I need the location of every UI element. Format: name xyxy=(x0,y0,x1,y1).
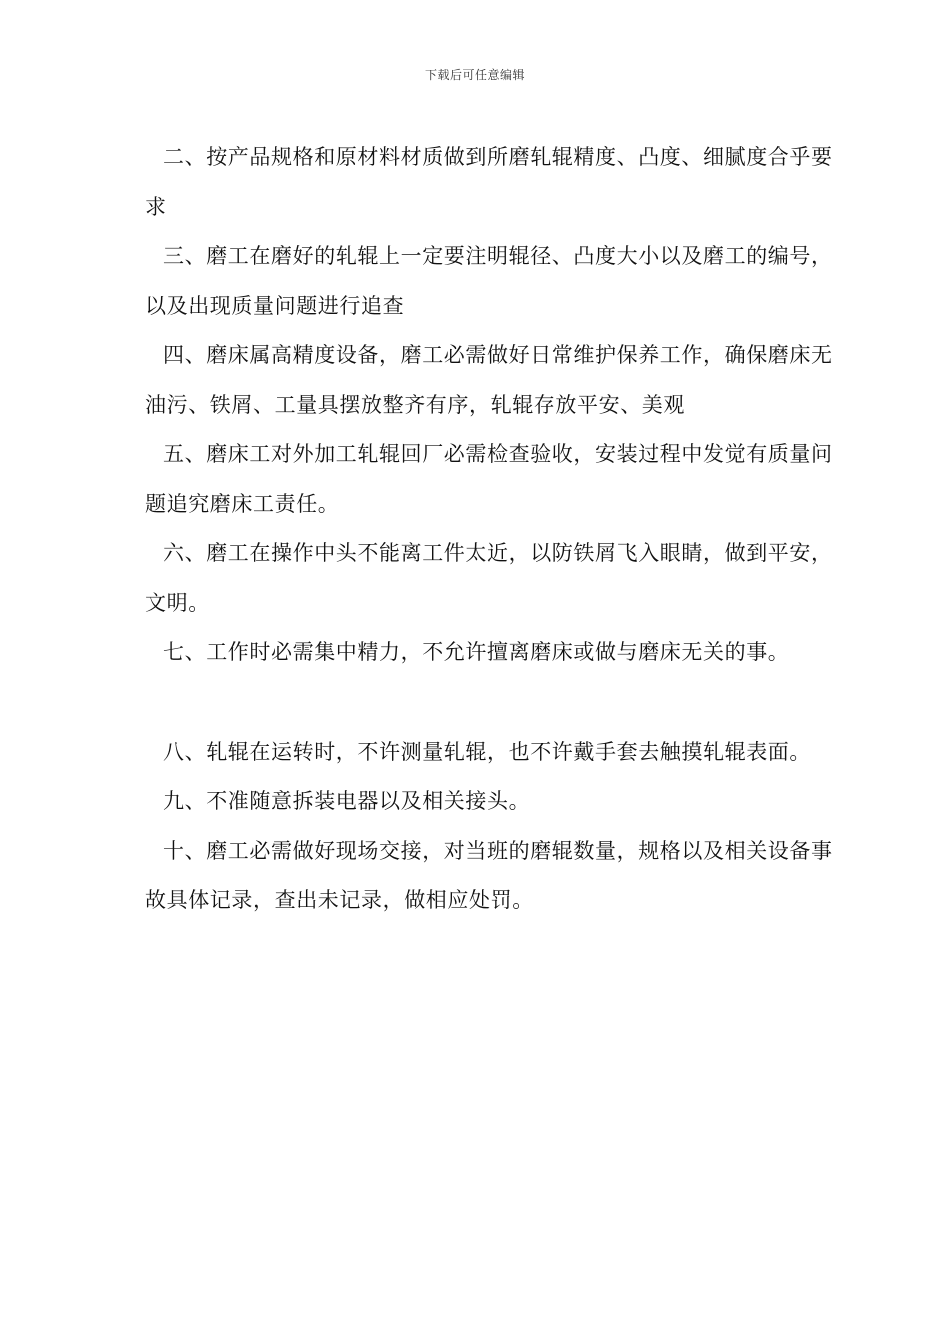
list-item: 七、工作时必需集中精力，不允许擅离磨床或做与磨床无关的事。 xyxy=(163,640,790,664)
list-item: 二、按产品规格和原材料材质做到所磨轧辊精度、凸度、细腻度合乎要求 xyxy=(145,145,833,219)
list-item: 九、不准随意拆装电器以及相关接头。 xyxy=(163,789,531,813)
list-item: 十、磨工必需做好现场交接，对当班的磨辊数量，规格以及相关设备事故具体记录，查出未记录，做相应处罚。 xyxy=(145,838,833,912)
list-item: 六、磨工在操作中头不能离工件太近，以防铁屑飞入眼睛，做到平安，文明。 xyxy=(145,541,833,615)
list-item: 八、轧辊在运转时，不许测量轧辊，也不许戴手套去触摸轧辊表面。 xyxy=(163,739,811,764)
list-item: 四、磨床属高精度设备，磨工必需做好日常维护保养工作，确保磨床无油污、铁屑、工量具摆放整齐有序，轧辊存放平安、美观 xyxy=(145,343,833,417)
list-item: 三、磨工在磨好的轧辊上一定要注明辊径、凸度大小以及磨工的编号，以及出现质量问题进行追查 xyxy=(145,244,833,318)
document-body xyxy=(145,133,835,926)
page-header: 下载后可任意编辑 xyxy=(424,68,525,82)
list-item: 五、磨床工对外加工轧辊回厂必需检查验收，安装过程中发觉有质量问题追究磨床工责任。 xyxy=(145,442,833,516)
